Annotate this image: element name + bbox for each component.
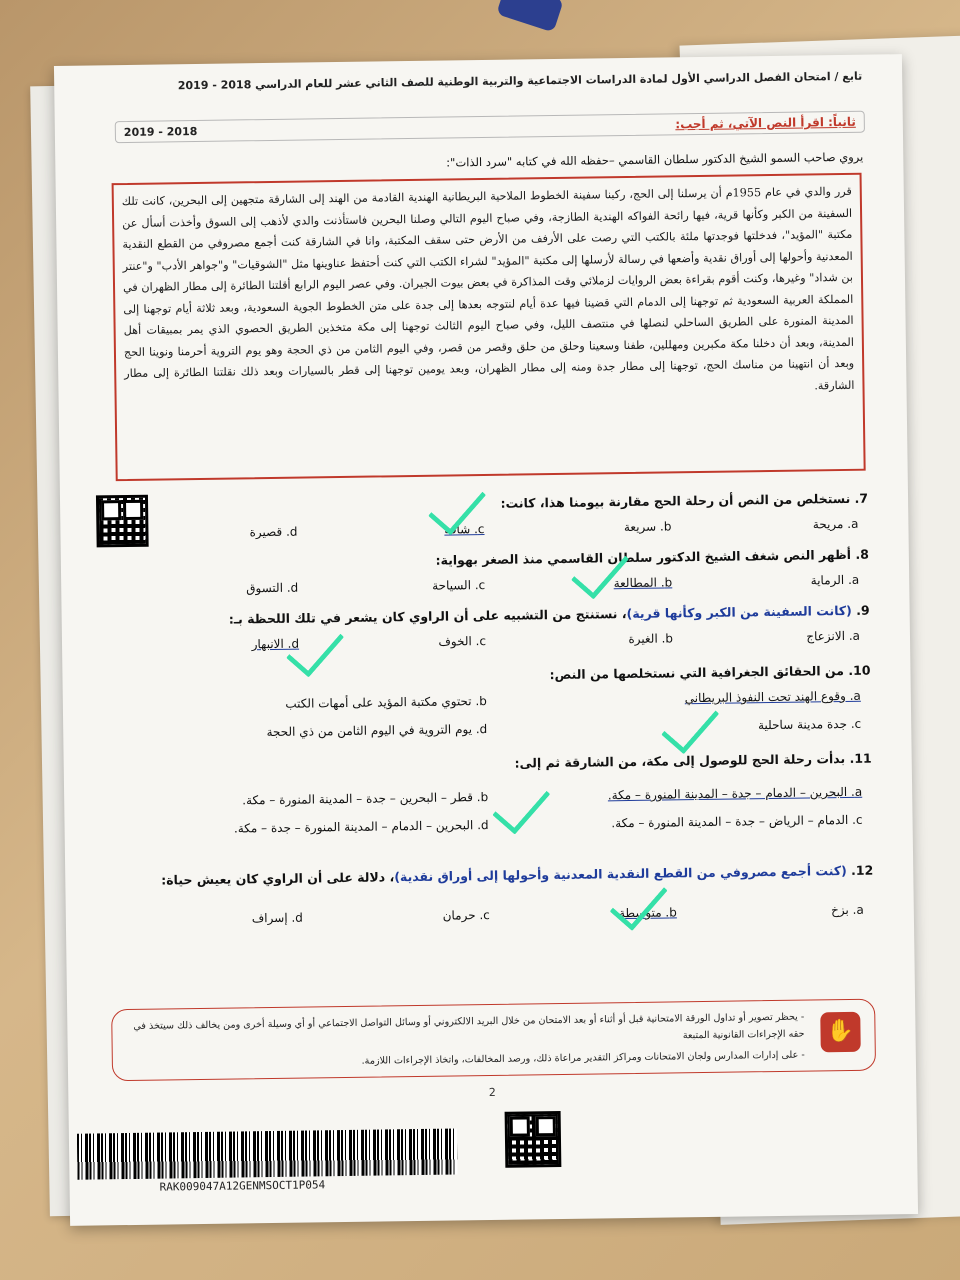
qr-code-icon xyxy=(505,1111,562,1168)
exam-header-title: تابع / امتحان الفصل الدراسي الأول لمادة الدراسات الاجتماعية والتربية الوطنية للصف الثاني عشر للعام الدراسي 2018 - 2019 xyxy=(177,69,863,93)
notice-line-1: - يحظر تصوير أو تداول الورقة الامتحانية قبل أو أثناء أو بعد الامتحان من خلال البريد الالكتروني أو وسائل التواصل الاجتماعي أو أي وسيلة أخرى ومن يخالف ذلك سيتخذ في حقه الإجراءات القانونية المتبعة xyxy=(133,1011,805,1042)
option-b[interactable]: b. تحتوي مكتبة المؤيد على أمهات الكتب xyxy=(285,693,487,711)
option-a[interactable]: a. وقوع الهند تحت النفوذ البريطاني xyxy=(684,688,861,706)
section-year: 2018 - 2019 xyxy=(123,124,198,139)
question-12 xyxy=(125,861,874,927)
passage-intro: يروي صاحب السمو الشيخ الدكتور سلطان القاسمي –حفظه الله في كتابه "سرد الذات": xyxy=(446,149,864,170)
option-d[interactable]: d. قصيرة xyxy=(249,524,298,540)
question-number: 12. xyxy=(850,862,874,878)
barcode-text: RAK009047A12GENMSOCT1P054 xyxy=(159,1178,326,1194)
question-7 xyxy=(120,489,869,541)
option-a[interactable]: a. الانزعاج xyxy=(806,628,861,644)
option-d[interactable]: d. البحرين – الدمام – المدينة المنورة – جدة – مكة. xyxy=(233,817,489,836)
option-c[interactable]: c. السياحة xyxy=(432,578,486,593)
question-text: ، دلالة على أن الراوي كان يعيش حياة: xyxy=(161,869,395,888)
option-c[interactable]: c. حرمان xyxy=(442,907,490,923)
option-c[interactable]: c. الخوف xyxy=(438,634,487,649)
option-a[interactable]: a. البحرين – الدمام – جدة – المدينة المنورة – مكة. xyxy=(607,784,863,803)
question-text: بدأت رحلة الحج للوصول إلى مكة، من الشارقة ثم إلى: xyxy=(514,750,846,771)
question-text: من الحقائق الجغرافية التي نستخلصها من النص: xyxy=(549,663,845,683)
barcode-icon xyxy=(77,1128,458,1179)
option-c[interactable]: c. شاقة xyxy=(444,522,485,537)
question-text: نستخلص من النص أن رحلة الحج مقارنة بيومنا هذا، كانت: xyxy=(500,490,851,511)
question-number: 8. xyxy=(855,546,869,562)
stop-hand-icon: ✋ xyxy=(820,1012,861,1053)
question-8 xyxy=(121,545,870,597)
question-text: ، نستنتج من التشبيه على أن الراوي كان يشعر في تلك اللحظة بـ: xyxy=(228,606,627,627)
option-a[interactable]: a. بزخ xyxy=(831,902,864,918)
option-c[interactable]: c. جدة مدينة ساحلية xyxy=(757,716,862,733)
option-a[interactable]: a. مريحة xyxy=(812,516,859,532)
option-d[interactable]: d. يوم التروية في اليوم الثامن من ذي الحجة xyxy=(266,721,488,740)
notice-line-2: - على إدارات المدارس ولجان الامتحانات ومراكز التقدير مراعاة ذلك، ورصد المخالفات، واتخاذ الإجراءات اللازمة. xyxy=(361,1049,805,1067)
question-9 xyxy=(122,601,871,653)
page-number: 2 xyxy=(488,1085,496,1100)
option-d[interactable]: d. التسوق xyxy=(246,580,299,596)
option-c[interactable]: c. الدمام – الرياض – جدة – المدينة المنورة – مكة. xyxy=(611,812,863,831)
option-b[interactable]: b. سريعة xyxy=(623,519,672,535)
question-text: أظهر النص شغف الشيخ الدكتور سلطان القاسمي منذ الصغر بهواية: xyxy=(435,546,852,568)
question-number: 11. xyxy=(849,750,872,766)
section-bar xyxy=(115,111,865,143)
question-quote: (كانت السفينة من الكبر وكأنها قرية) xyxy=(626,602,852,622)
question-quote: (كنت أجمع مصروفي من القطع النقدية المعدنية وأحولها إلى أوراق نقدية) xyxy=(394,862,847,885)
option-d[interactable]: d. إسراف xyxy=(251,910,303,926)
question-11 xyxy=(124,749,873,837)
question-number: 9. xyxy=(856,602,870,618)
exam-header xyxy=(84,69,862,96)
warning-notice xyxy=(111,999,876,1082)
option-b[interactable]: b. المطالعة xyxy=(613,575,673,591)
option-a[interactable]: a. الرماية xyxy=(810,572,860,588)
reading-passage: قرر والدي في عام 1955م أن يرسلنا إلى الحج، ركبنا سفينة الخطوط الملاحية البريطانية الهندية القادمة من الهند إلى الشارقة متجهين إلى البحرين، كانت تلك السفينة من الكبر وكأنها قرية، فيها رائحة الفواكه الهندية الطازجة، وفي صباح اليوم التالي وصلنا البحرين فاستأذنت والدي لأذهب إلى السوق وأخذت أسأل عن مكتبة "المؤيد"، فدخلتها فوجدتها ملئة بالكتب التي رصت على الأرفف من الأرض حتى سقف المكتبة، وانا في الشارقة كنت أجمع مصروفي من القطع النقدية المعدنية وأحولها إلى أوراق نقدية وأضعها في رسالة لأرسلها إلى مكتبة "المؤيد" لشراء الكتب التي كنت أحتفظ عناوينها مثل "الشوقيات" و"جواهر الأدب" و"عنتر بن شداد" وغيرها، وكنت أقوم بقراءة بعض الروايات لزملائي وقت المذاكرة في بعض بيوت الجيران. وفي عصر اليوم الرابع أقلتنا الطائرة إلى مطار الظهران في المملكة العربية السعودية ثم توجهنا إلى الدمام التي قضينا فيها عدة أيام لنتوجه بعدها إلى جدة على متن الخطوط الجوية السعودية، وبعد ثلاثة أيام توجهنا إلى المدينة المنورة على الطريق الساحلي لنصلها في منتصف الليل، وفي صباح اليوم الثالث توجهنا إلى مكة متخذين الطريق الحصوي الذي يمر بمبيقات أهل المدينة، وبعد أن دخلنا مكة مكبرين ومهللين، طفنا وسعينا وحلق من حلق وقصر من قصر، وفي اليوم الثامن من ذي الحجة وهو يوم التروية أحرمنا ونوينا الحج وبعد أن انتهينا من مناسك الحج، توجهنا إلى مطار جدة ومنه إلى مطار الظهران، وبعد يومين توجهنا إلى قطر بالسيارات وبعد ذلك نقلتنا الطائرة إلى مطار الشارقة. xyxy=(112,173,866,481)
exam-page xyxy=(54,54,918,1226)
question-10 xyxy=(122,661,871,741)
section-title: ثانياً: اقرأ النص الآتي، ثم أجب: xyxy=(675,114,856,132)
question-number: 10. xyxy=(848,662,871,678)
option-b[interactable]: b. الغيرة xyxy=(628,631,674,647)
option-b[interactable]: b. قطر – البحرين – جدة – المدينة المنورة – مكة. xyxy=(242,789,489,808)
option-b[interactable]: b. متوسطة xyxy=(618,905,677,921)
option-d[interactable]: d. الانبهار xyxy=(251,636,300,652)
question-number: 7. xyxy=(854,490,869,506)
